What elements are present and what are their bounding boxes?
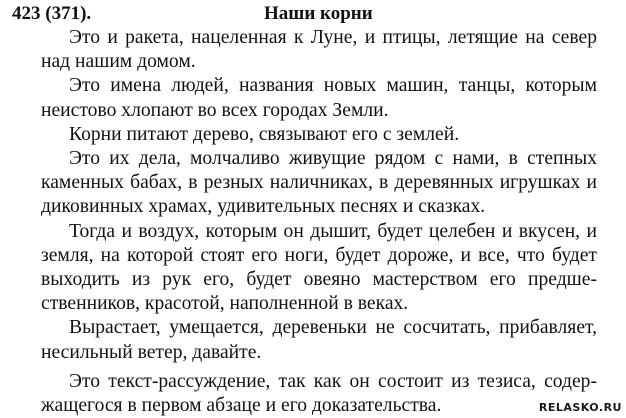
exercise-title: Наши корни [264,3,373,24]
exercise-text [13,26,597,418]
text-line: Это текст-рассуждение, так как он состоит из тезиса, содер- [69,370,597,392]
exercise-header [12,2,612,26]
paragraph-3 [13,123,597,147]
text-line: над нашим домом. [41,51,196,73]
text-line: диковинных храмах, удивительных песнях и сказках. [41,196,486,218]
text-line: каменных бабах, в резных наличниках, в деревянных игрушках и [41,172,597,194]
text-line: жащегося в первом абзаце и его доказательства. [41,395,442,417]
text-line: выходить из рук его, будет овеяно мастерством его предше- [41,269,597,291]
text-line: Это и ракета, нацеленная к Луне, и птицы, летящие на север [69,27,597,48]
paragraph-1 [13,26,597,74]
paragraph-5 [13,220,597,317]
text-line: Это их дела, молчаливо живущие рядом с нами, в степных [69,148,597,170]
paragraph-4 [13,147,597,220]
exercise-number: 423 (371). [12,3,92,24]
text-line: Это имена людей, названия новых машин, танцы, которым [69,75,597,97]
text-line: Тогда и воздух, которым он дышит, будет целебен и вкусен, и [69,220,597,242]
paragraph-conclusion [13,370,597,418]
paragraph-6 [13,316,597,364]
paragraph-2 [13,74,597,122]
site-watermark: RELASKO.RU [538,401,622,414]
text-line: ственников, красотой, наполненной в веках. [41,293,409,315]
text-line: Вырастает, умещается, деревеньки не сосчитать, прибавляет, [69,317,597,339]
text-line: земля, на которой стоят его ноги, будет дороже, и все, что будет [41,244,597,266]
text-line: несильный ветер, давайте. [41,341,262,363]
text-line: Корни питают дерево, связывают его с землей. [69,123,460,145]
text-line: неистово хлопают во всех городах Земли. [41,99,389,121]
